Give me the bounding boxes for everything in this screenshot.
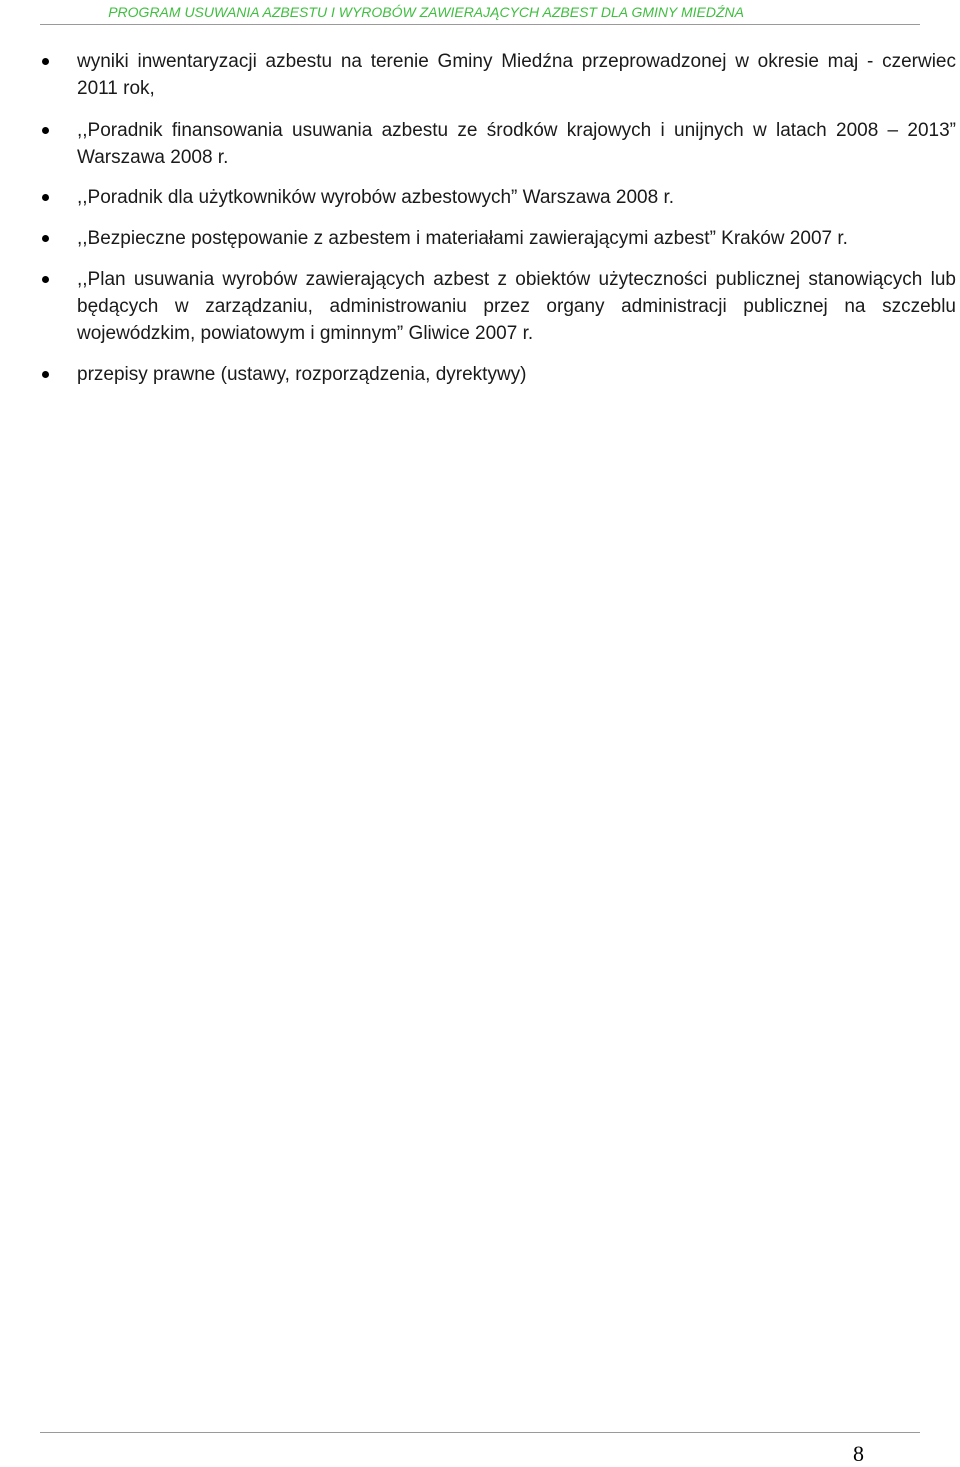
bullet-icon: [42, 276, 49, 283]
page-number: 8: [853, 1441, 864, 1466]
bullet-icon: [42, 235, 49, 242]
list-item: [40, 117, 956, 171]
list-item-text: ,,Bezpieczne postępowanie z azbestem i materiałami zawierającymi azbest” Kraków 2007 r.: [77, 228, 848, 249]
bullet-icon: [42, 371, 49, 378]
header-title: PROGRAM USUWANIA AZBESTU I WYROBÓW ZAWIERAJĄCYCH AZBEST DLA GMINY MIEDŹNA: [108, 4, 744, 20]
reference-list: [40, 48, 956, 388]
bullet-icon: [42, 194, 49, 201]
list-item-text: ,,Poradnik finansowania usuwania azbestu ze środków krajowych i unijnych w latach 2008 – 2013” Warszawa 2008 r.: [77, 120, 956, 168]
list-item-text: ,,Plan usuwania wyrobów zawierających azbest z obiektów użyteczności publicznej stanowiących lub będących w zarządzaniu, administrowaniu przez organy administracji publicznej na szczeblu wojewódzkim, powiatowym i gminnym” Gliwice 2007 r.: [77, 269, 956, 344]
bullet-icon: [42, 58, 49, 65]
page-header: [40, 0, 920, 25]
list-item: [40, 184, 956, 211]
page-content: [40, 48, 956, 388]
list-item: [40, 225, 956, 252]
list-item-text: przepisy prawne (ustawy, rozporządzenia, dyrektywy): [77, 364, 527, 385]
list-item: [40, 266, 956, 347]
list-item: [40, 361, 956, 388]
list-item-text: ,,Poradnik dla użytkowników wyrobów azbestowych” Warszawa 2008 r.: [77, 187, 674, 208]
list-item-text: wyniki inwentaryzacji azbestu na terenie Gminy Miedźna przeprowadzonej w okresie maj - czerwiec 2011 rok,: [77, 51, 956, 99]
footer-divider: [40, 1432, 920, 1433]
bullet-icon: [42, 127, 49, 134]
list-item: [40, 48, 956, 102]
